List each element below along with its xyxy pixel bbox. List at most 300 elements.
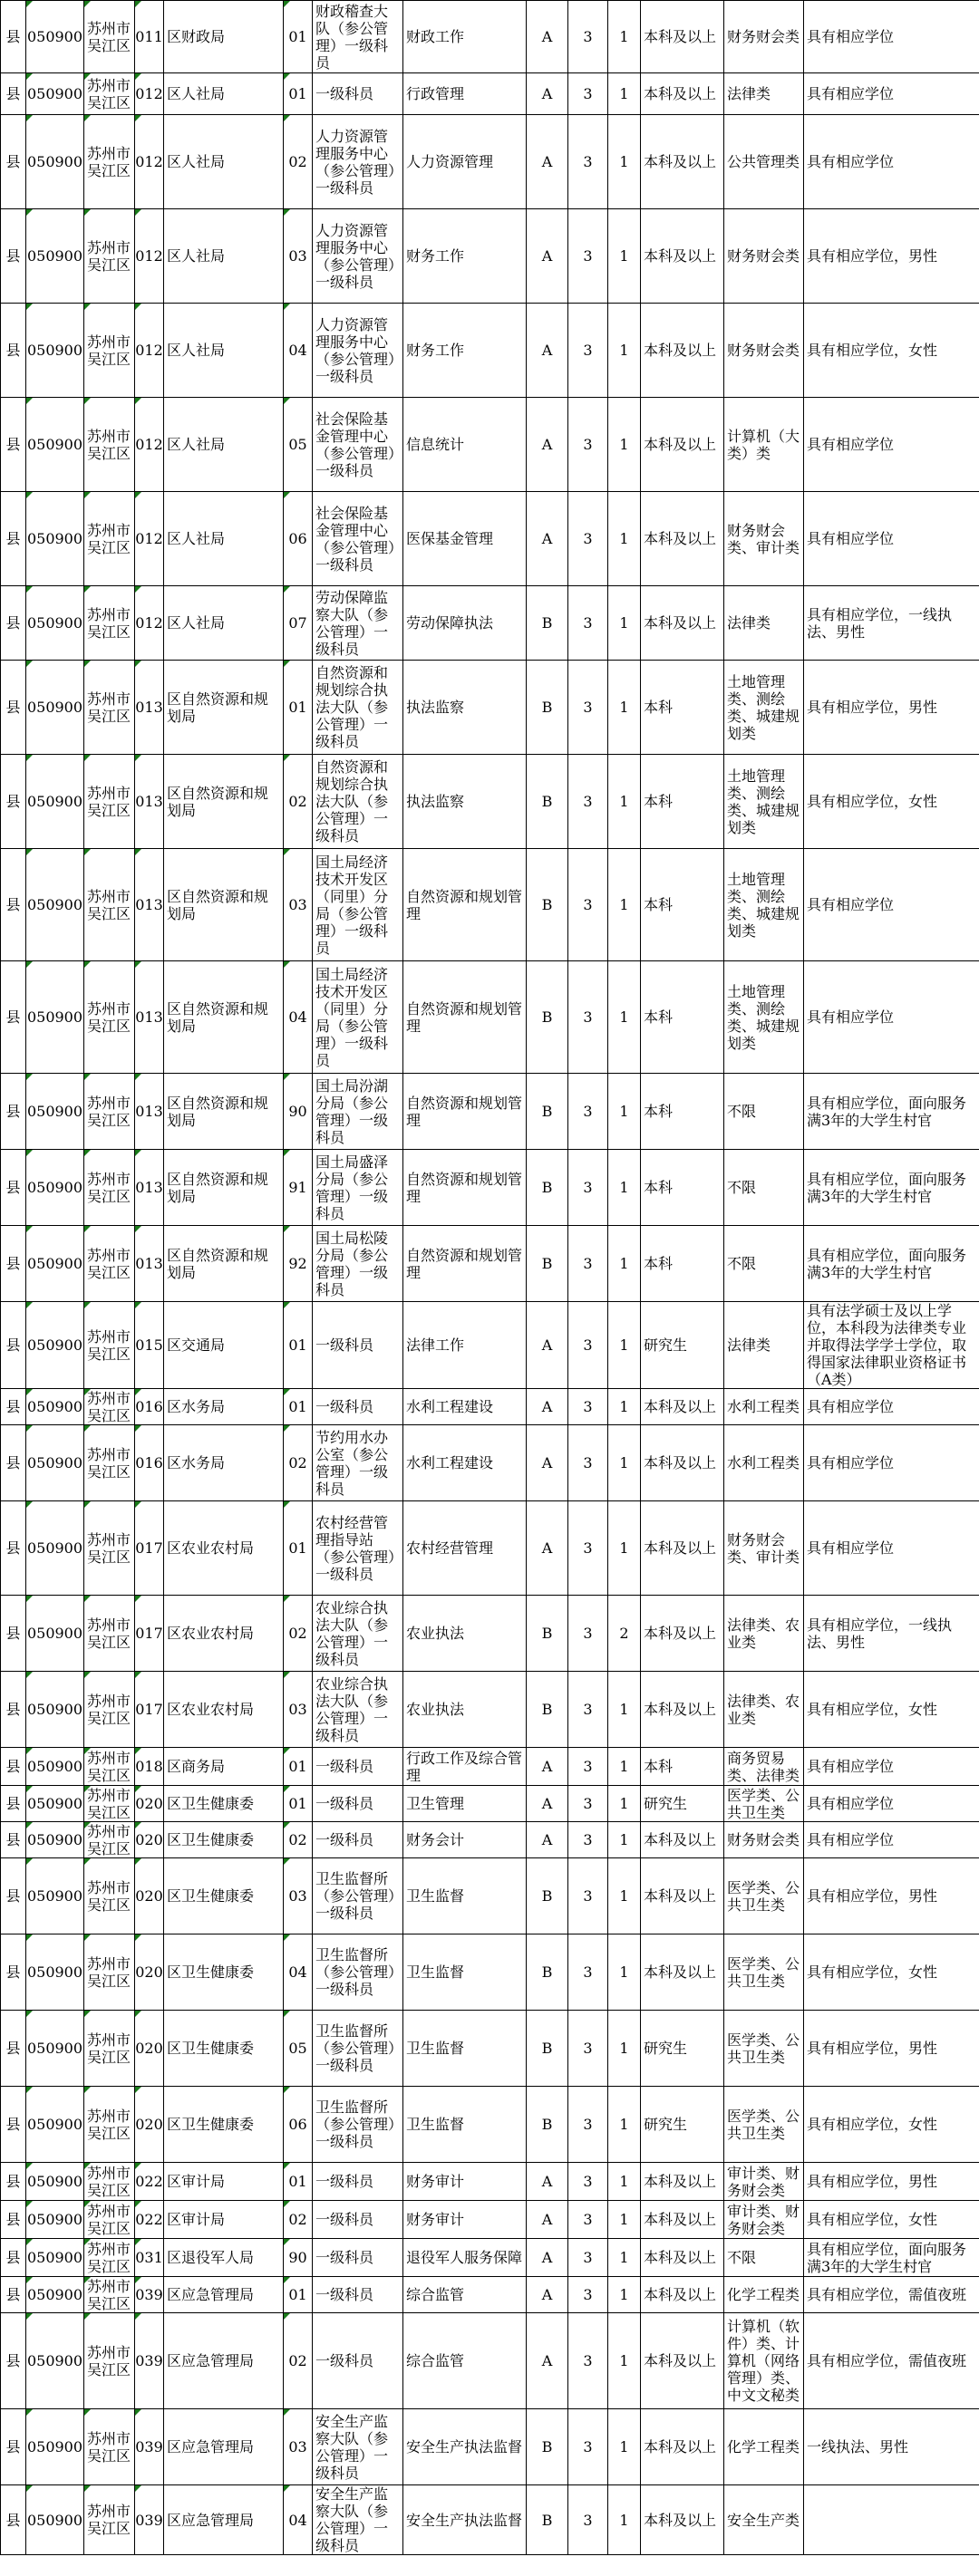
position-name-cell: 社会保险基金管理中心（参公管理）一级科员 xyxy=(313,492,403,586)
requirement-cell: 具有相应学位，面向服务满3年的大学生村官 xyxy=(804,2239,979,2277)
major-cell: 法律类 xyxy=(724,73,804,115)
education-cell: 本科及以上 xyxy=(641,209,724,304)
level-cell: 县 xyxy=(1,1425,26,1501)
code-cell: 050900 xyxy=(26,1302,84,1389)
education-cell: 本科 xyxy=(641,661,724,755)
count-cell: 1 xyxy=(608,2087,641,2163)
requirement-cell: 具有相应学位 xyxy=(804,1,979,73)
count-cell: 1 xyxy=(608,115,641,209)
position-name-cell: 一级科员 xyxy=(313,73,403,115)
dept-name-cell: 区自然资源和规划局 xyxy=(164,661,284,755)
table-row xyxy=(1,849,979,961)
level-cell: 县 xyxy=(1,586,26,661)
region-cell: 苏州市吴江区 xyxy=(84,1302,135,1389)
code-cell: 050900 xyxy=(26,2201,84,2239)
requirement-cell: 具有相应学位，男性 xyxy=(804,2011,979,2087)
table-row xyxy=(1,1,979,73)
count-cell: 1 xyxy=(608,2313,641,2409)
level-cell: 县 xyxy=(1,961,26,1074)
dept-code-cell: 012 xyxy=(135,586,164,661)
position-name-cell: 安全生产监察大队（参公管理）一级科员 xyxy=(313,2485,403,2555)
count-cell: 1 xyxy=(608,1672,641,1748)
level-cell: 县 xyxy=(1,209,26,304)
category-cell: B xyxy=(527,586,568,661)
job-desc-cell: 财务工作 xyxy=(403,209,527,304)
category-cell: A xyxy=(527,2239,568,2277)
table-row xyxy=(1,2313,979,2409)
table-row xyxy=(1,661,979,755)
code-cell: 050900 xyxy=(26,1858,84,1934)
level-cell: 县 xyxy=(1,755,26,849)
education-cell: 本科及以上 xyxy=(641,304,724,398)
position-code-cell: 06 xyxy=(284,2087,313,2163)
position-code-cell: 04 xyxy=(284,2485,313,2555)
ratio-cell: 3 xyxy=(568,755,608,849)
level-cell: 县 xyxy=(1,1822,26,1858)
dept-name-cell: 区卫生健康委 xyxy=(164,1858,284,1934)
major-cell: 土地管理类、测绘类、城建规划类 xyxy=(724,961,804,1074)
dept-code-cell: 013 xyxy=(135,1226,164,1302)
position-name-cell: 节约用水办公室（参公管理）一级科员 xyxy=(313,1425,403,1501)
region-cell: 苏州市吴江区 xyxy=(84,1074,135,1150)
code-cell: 050900 xyxy=(26,2409,84,2485)
region-cell: 苏州市吴江区 xyxy=(84,755,135,849)
position-code-cell: 02 xyxy=(284,755,313,849)
position-name-cell: 一级科员 xyxy=(313,1822,403,1858)
level-cell: 县 xyxy=(1,1389,26,1425)
category-cell: A xyxy=(527,1389,568,1425)
level-cell: 县 xyxy=(1,1672,26,1748)
job-desc-cell: 自然资源和规划管理 xyxy=(403,849,527,961)
region-cell: 苏州市吴江区 xyxy=(84,1226,135,1302)
dept-name-cell: 区水务局 xyxy=(164,1425,284,1501)
ratio-cell: 3 xyxy=(568,586,608,661)
count-cell: 1 xyxy=(608,1150,641,1226)
level-cell: 县 xyxy=(1,398,26,492)
dept-code-cell: 012 xyxy=(135,492,164,586)
table-row xyxy=(1,2087,979,2163)
ratio-cell: 3 xyxy=(568,1226,608,1302)
count-cell: 1 xyxy=(608,1748,641,1786)
ratio-cell: 3 xyxy=(568,73,608,115)
count-cell: 1 xyxy=(608,1858,641,1934)
level-cell: 县 xyxy=(1,2163,26,2201)
education-cell: 研究生 xyxy=(641,1302,724,1389)
category-cell: A xyxy=(527,2313,568,2409)
level-cell: 县 xyxy=(1,73,26,115)
code-cell: 050900 xyxy=(26,2277,84,2313)
code-cell: 050900 xyxy=(26,1,84,73)
requirement-cell: 具有相应学位，男性 xyxy=(804,2163,979,2201)
count-cell: 1 xyxy=(608,492,641,586)
table-row xyxy=(1,1425,979,1501)
dept-name-cell: 区卫生健康委 xyxy=(164,1786,284,1822)
level-cell: 县 xyxy=(1,849,26,961)
position-name-cell: 国土局松陵分局（参公管理）一级科员 xyxy=(313,1226,403,1302)
ratio-cell: 3 xyxy=(568,1389,608,1425)
major-cell: 审计类、财务财会类 xyxy=(724,2163,804,2201)
code-cell: 050900 xyxy=(26,304,84,398)
dept-name-cell: 区应急管理局 xyxy=(164,2485,284,2555)
level-cell: 县 xyxy=(1,1786,26,1822)
region-cell: 苏州市吴江区 xyxy=(84,2201,135,2239)
position-name-cell: 一级科员 xyxy=(313,1748,403,1786)
major-cell: 水利工程类 xyxy=(724,1389,804,1425)
dept-name-cell: 区人社局 xyxy=(164,492,284,586)
count-cell: 1 xyxy=(608,1822,641,1858)
position-name-cell: 卫生监督所（参公管理）一级科员 xyxy=(313,2087,403,2163)
education-cell: 本科及以上 xyxy=(641,2313,724,2409)
position-name-cell: 一级科员 xyxy=(313,1389,403,1425)
table-row xyxy=(1,1822,979,1858)
requirement-cell: 具有相应学位，一线执法、男性 xyxy=(804,1596,979,1672)
code-cell: 050900 xyxy=(26,586,84,661)
requirement-cell: 具有相应学位，面向服务满3年的大学生村官 xyxy=(804,1226,979,1302)
ratio-cell: 3 xyxy=(568,2239,608,2277)
requirement-cell: 具有相应学位 xyxy=(804,849,979,961)
table-row xyxy=(1,1226,979,1302)
code-cell: 050900 xyxy=(26,1226,84,1302)
job-desc-cell: 卫生监督 xyxy=(403,1858,527,1934)
region-cell: 苏州市吴江区 xyxy=(84,1389,135,1425)
region-cell: 苏州市吴江区 xyxy=(84,1425,135,1501)
position-code-cell: 04 xyxy=(284,304,313,398)
code-cell: 050900 xyxy=(26,1748,84,1786)
code-cell: 050900 xyxy=(26,398,84,492)
code-cell: 050900 xyxy=(26,2163,84,2201)
position-name-cell: 人力资源管理服务中心（参公管理）一级科员 xyxy=(313,209,403,304)
dept-code-cell: 031 xyxy=(135,2239,164,2277)
major-cell: 化学工程类 xyxy=(724,2409,804,2485)
position-code-cell: 90 xyxy=(284,1074,313,1150)
education-cell: 本科及以上 xyxy=(641,73,724,115)
dept-code-cell: 012 xyxy=(135,73,164,115)
category-cell: B xyxy=(527,661,568,755)
code-cell: 050900 xyxy=(26,209,84,304)
requirement-cell: 具有相应学位 xyxy=(804,1425,979,1501)
code-cell: 050900 xyxy=(26,1672,84,1748)
level-cell: 县 xyxy=(1,1226,26,1302)
count-cell: 1 xyxy=(608,2011,641,2087)
position-name-cell: 国土局经济技术开发区（同里）分局（参公管理）一级科员 xyxy=(313,849,403,961)
position-name-cell: 卫生监督所（参公管理）一级科员 xyxy=(313,1858,403,1934)
major-cell: 不限 xyxy=(724,1226,804,1302)
ratio-cell: 3 xyxy=(568,115,608,209)
major-cell: 医学类、公共卫生类 xyxy=(724,1934,804,2011)
position-name-cell: 一级科员 xyxy=(313,1786,403,1822)
position-code-cell: 01 xyxy=(284,1786,313,1822)
dept-name-cell: 区交通局 xyxy=(164,1302,284,1389)
requirement-cell: 具有法学硕士及以上学位，本科段为法律类专业并取得法学学士学位，取得国家法律职业资格证书（A类） xyxy=(804,1302,979,1389)
table-row xyxy=(1,1748,979,1786)
dept-code-cell: 012 xyxy=(135,398,164,492)
dept-code-cell: 018 xyxy=(135,1748,164,1786)
dept-code-cell: 015 xyxy=(135,1302,164,1389)
code-cell: 050900 xyxy=(26,1389,84,1425)
ratio-cell: 3 xyxy=(568,2485,608,2555)
table-row xyxy=(1,2485,979,2555)
region-cell: 苏州市吴江区 xyxy=(84,2087,135,2163)
dept-code-cell: 012 xyxy=(135,115,164,209)
major-cell: 医学类、公共卫生类 xyxy=(724,1858,804,1934)
major-cell: 财务财会类 xyxy=(724,1822,804,1858)
requirement-cell xyxy=(804,2485,979,2555)
level-cell: 县 xyxy=(1,2239,26,2277)
position-code-cell: 92 xyxy=(284,1226,313,1302)
position-code-cell: 03 xyxy=(284,849,313,961)
dept-name-cell: 区退役军人局 xyxy=(164,2239,284,2277)
dept-code-cell: 020 xyxy=(135,1822,164,1858)
level-cell: 县 xyxy=(1,2277,26,2313)
table-row xyxy=(1,2163,979,2201)
requirement-cell: 具有相应学位，面向服务满3年的大学生村官 xyxy=(804,1074,979,1150)
major-cell: 化学工程类 xyxy=(724,2277,804,2313)
job-desc-cell: 安全生产执法监督 xyxy=(403,2485,527,2555)
code-cell: 050900 xyxy=(26,492,84,586)
dept-name-cell: 区应急管理局 xyxy=(164,2277,284,2313)
category-cell: A xyxy=(527,2163,568,2201)
position-name-cell: 国土局盛泽分局（参公管理）一级科员 xyxy=(313,1150,403,1226)
dept-name-cell: 区财政局 xyxy=(164,1,284,73)
dept-code-cell: 012 xyxy=(135,209,164,304)
level-cell: 县 xyxy=(1,2409,26,2485)
education-cell: 本科及以上 xyxy=(641,398,724,492)
requirement-cell: 具有相应学位，女性 xyxy=(804,1672,979,1748)
job-desc-cell: 医保基金管理 xyxy=(403,492,527,586)
position-name-cell: 人力资源管理服务中心（参公管理）一级科员 xyxy=(313,304,403,398)
code-cell: 050900 xyxy=(26,1934,84,2011)
code-cell: 050900 xyxy=(26,1822,84,1858)
requirement-cell: 具有相应学位，男性 xyxy=(804,1858,979,1934)
job-desc-cell: 卫生监督 xyxy=(403,2087,527,2163)
code-cell: 050900 xyxy=(26,2087,84,2163)
dept-code-cell: 020 xyxy=(135,1858,164,1934)
code-cell: 050900 xyxy=(26,2485,84,2555)
region-cell: 苏州市吴江区 xyxy=(84,2409,135,2485)
position-name-cell: 农业综合执法大队（参公管理）一级科员 xyxy=(313,1672,403,1748)
position-name-cell: 财政稽查大队（参公管理）一级科员 xyxy=(313,1,403,73)
major-cell: 安全生产类 xyxy=(724,2485,804,2555)
education-cell: 本科及以上 xyxy=(641,1934,724,2011)
category-cell: B xyxy=(527,961,568,1074)
position-code-cell: 03 xyxy=(284,209,313,304)
position-code-cell: 01 xyxy=(284,1501,313,1596)
job-desc-cell: 财务审计 xyxy=(403,2201,527,2239)
dept-code-cell: 013 xyxy=(135,961,164,1074)
job-desc-cell: 综合监管 xyxy=(403,2313,527,2409)
position-code-cell: 91 xyxy=(284,1150,313,1226)
job-desc-cell: 财务会计 xyxy=(403,1822,527,1858)
ratio-cell: 3 xyxy=(568,1786,608,1822)
count-cell: 1 xyxy=(608,304,641,398)
level-cell: 县 xyxy=(1,1934,26,2011)
position-code-cell: 90 xyxy=(284,2239,313,2277)
requirement-cell: 具有相应学位，一线执法、男性 xyxy=(804,586,979,661)
major-cell: 审计类、财务财会类 xyxy=(724,2201,804,2239)
level-cell: 县 xyxy=(1,1501,26,1596)
position-code-cell: 01 xyxy=(284,2163,313,2201)
level-cell: 县 xyxy=(1,1074,26,1150)
position-name-cell: 国土局经济技术开发区（同里）分局（参公管理）一级科员 xyxy=(313,961,403,1074)
dept-name-cell: 区人社局 xyxy=(164,304,284,398)
count-cell: 1 xyxy=(608,1934,641,2011)
major-cell: 不限 xyxy=(724,1074,804,1150)
major-cell: 计算机（软件）类、计算机（网络管理）类、中文文秘类 xyxy=(724,2313,804,2409)
count-cell: 1 xyxy=(608,2239,641,2277)
category-cell: A xyxy=(527,398,568,492)
requirement-cell: 具有相应学位 xyxy=(804,1389,979,1425)
education-cell: 本科及以上 xyxy=(641,2485,724,2555)
major-cell: 财务财会类 xyxy=(724,1,804,73)
major-cell: 公共管理类 xyxy=(724,115,804,209)
job-desc-cell: 农村经营管理 xyxy=(403,1501,527,1596)
position-code-cell: 02 xyxy=(284,1822,313,1858)
category-cell: B xyxy=(527,1934,568,2011)
count-cell: 1 xyxy=(608,755,641,849)
dept-name-cell: 区水务局 xyxy=(164,1389,284,1425)
dept-code-cell: 017 xyxy=(135,1501,164,1596)
category-cell: B xyxy=(527,1074,568,1150)
region-cell: 苏州市吴江区 xyxy=(84,1596,135,1672)
code-cell: 050900 xyxy=(26,1425,84,1501)
code-cell: 050900 xyxy=(26,2011,84,2087)
count-cell: 1 xyxy=(608,961,641,1074)
ratio-cell: 3 xyxy=(568,2277,608,2313)
dept-name-cell: 区人社局 xyxy=(164,209,284,304)
table-row xyxy=(1,209,979,304)
position-name-cell: 一级科员 xyxy=(313,1302,403,1389)
table-row xyxy=(1,1150,979,1226)
major-cell: 法律类 xyxy=(724,1302,804,1389)
job-desc-cell: 卫生监督 xyxy=(403,1934,527,2011)
requirement-cell: 具有相应学位 xyxy=(804,115,979,209)
count-cell: 1 xyxy=(608,2409,641,2485)
ratio-cell: 3 xyxy=(568,1501,608,1596)
table-row xyxy=(1,1786,979,1822)
job-desc-cell: 自然资源和规划管理 xyxy=(403,1226,527,1302)
education-cell: 本科 xyxy=(641,849,724,961)
position-name-cell: 安全生产监察大队（参公管理）一级科员 xyxy=(313,2409,403,2485)
category-cell: B xyxy=(527,2011,568,2087)
major-cell: 水利工程类 xyxy=(724,1425,804,1501)
dept-code-cell: 017 xyxy=(135,1596,164,1672)
education-cell: 本科及以上 xyxy=(641,2239,724,2277)
region-cell: 苏州市吴江区 xyxy=(84,1672,135,1748)
dept-code-cell: 039 xyxy=(135,2485,164,2555)
dept-code-cell: 039 xyxy=(135,2277,164,2313)
dept-name-cell: 区审计局 xyxy=(164,2201,284,2239)
region-cell: 苏州市吴江区 xyxy=(84,1858,135,1934)
region-cell: 苏州市吴江区 xyxy=(84,1748,135,1786)
position-code-cell: 01 xyxy=(284,2277,313,2313)
region-cell: 苏州市吴江区 xyxy=(84,115,135,209)
position-name-cell: 劳动保障监察大队（参公管理）一级科员 xyxy=(313,586,403,661)
requirement-cell: 具有相应学位 xyxy=(804,1786,979,1822)
code-cell: 050900 xyxy=(26,961,84,1074)
dept-code-cell: 039 xyxy=(135,2409,164,2485)
table-row xyxy=(1,304,979,398)
count-cell: 1 xyxy=(608,1425,641,1501)
job-desc-cell: 卫生管理 xyxy=(403,1786,527,1822)
education-cell: 本科及以上 xyxy=(641,115,724,209)
requirement-cell: 具有相应学位 xyxy=(804,73,979,115)
position-code-cell: 02 xyxy=(284,115,313,209)
education-cell: 本科及以上 xyxy=(641,1672,724,1748)
dept-code-cell: 022 xyxy=(135,2201,164,2239)
count-cell: 1 xyxy=(608,1786,641,1822)
major-cell: 土地管理类、测绘类、城建规划类 xyxy=(724,755,804,849)
major-cell: 土地管理类、测绘类、城建规划类 xyxy=(724,661,804,755)
region-cell: 苏州市吴江区 xyxy=(84,73,135,115)
category-cell: B xyxy=(527,2087,568,2163)
count-cell: 1 xyxy=(608,2201,641,2239)
level-cell: 县 xyxy=(1,1302,26,1389)
count-cell: 1 xyxy=(608,1074,641,1150)
dept-name-cell: 区应急管理局 xyxy=(164,2409,284,2485)
region-cell: 苏州市吴江区 xyxy=(84,398,135,492)
table-row xyxy=(1,2239,979,2277)
education-cell: 本科 xyxy=(641,1226,724,1302)
region-cell: 苏州市吴江区 xyxy=(84,304,135,398)
requirement-cell: 具有相应学位，需值夜班 xyxy=(804,2313,979,2409)
level-cell: 县 xyxy=(1,1596,26,1672)
dept-code-cell: 011 xyxy=(135,1,164,73)
region-cell: 苏州市吴江区 xyxy=(84,1,135,73)
job-desc-cell: 安全生产执法监督 xyxy=(403,2409,527,2485)
position-code-cell: 01 xyxy=(284,1748,313,1786)
ratio-cell: 3 xyxy=(568,2163,608,2201)
education-cell: 本科及以上 xyxy=(641,1425,724,1501)
requirement-cell: 具有相应学位 xyxy=(804,492,979,586)
requirement-cell: 具有相应学位 xyxy=(804,1822,979,1858)
code-cell: 050900 xyxy=(26,2239,84,2277)
region-cell: 苏州市吴江区 xyxy=(84,2277,135,2313)
ratio-cell: 3 xyxy=(568,1822,608,1858)
ratio-cell: 3 xyxy=(568,2409,608,2485)
education-cell: 本科 xyxy=(641,1150,724,1226)
dept-name-cell: 区农业农村局 xyxy=(164,1596,284,1672)
position-name-cell: 自然资源和规划综合执法大队（参公管理）一级科员 xyxy=(313,661,403,755)
category-cell: B xyxy=(527,849,568,961)
dept-code-cell: 013 xyxy=(135,1074,164,1150)
ratio-cell: 3 xyxy=(568,1302,608,1389)
major-cell: 财务财会类、审计类 xyxy=(724,1501,804,1596)
requirement-cell: 具有相应学位，女性 xyxy=(804,2201,979,2239)
region-cell: 苏州市吴江区 xyxy=(84,492,135,586)
major-cell: 土地管理类、测绘类、城建规划类 xyxy=(724,849,804,961)
region-cell: 苏州市吴江区 xyxy=(84,1501,135,1596)
ratio-cell: 3 xyxy=(568,492,608,586)
category-cell: A xyxy=(527,115,568,209)
ratio-cell: 3 xyxy=(568,2087,608,2163)
job-desc-cell: 退役军人服务保障 xyxy=(403,2239,527,2277)
job-desc-cell: 行政工作及综合管理 xyxy=(403,1748,527,1786)
position-code-cell: 06 xyxy=(284,492,313,586)
education-cell: 本科及以上 xyxy=(641,586,724,661)
category-cell: B xyxy=(527,1226,568,1302)
dept-code-cell: 013 xyxy=(135,1150,164,1226)
region-cell: 苏州市吴江区 xyxy=(84,586,135,661)
count-cell: 1 xyxy=(608,1389,641,1425)
education-cell: 本科 xyxy=(641,961,724,1074)
job-desc-cell: 自然资源和规划管理 xyxy=(403,961,527,1074)
code-cell: 050900 xyxy=(26,661,84,755)
job-desc-cell: 信息统计 xyxy=(403,398,527,492)
major-cell: 商务贸易类、法律类 xyxy=(724,1748,804,1786)
category-cell: A xyxy=(527,1302,568,1389)
education-cell: 本科及以上 xyxy=(641,1858,724,1934)
ratio-cell: 3 xyxy=(568,1672,608,1748)
